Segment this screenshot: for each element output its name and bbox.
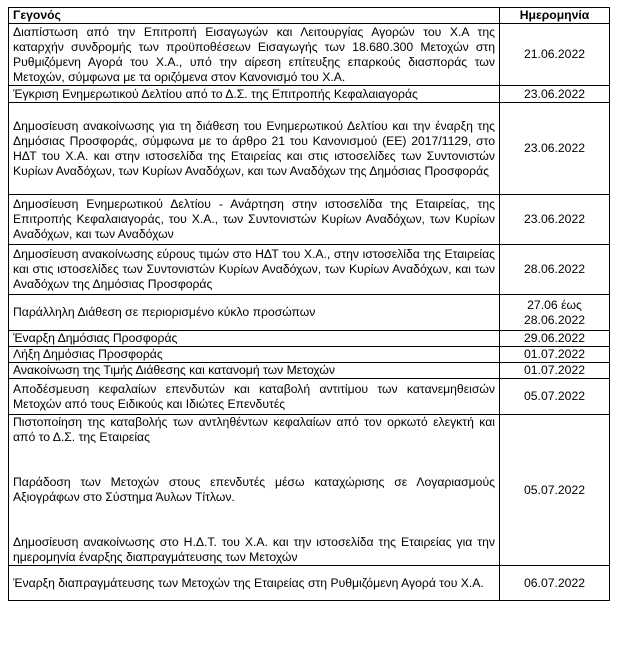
header-row (9, 8, 610, 24)
table-row (9, 295, 610, 331)
date-cell: 01.07.2022 (500, 363, 610, 379)
date-cell: 05.07.2022 (500, 415, 610, 566)
event-cell: Δημοσίευση Ενημερωτικού Δελτίου - Ανάρτηση στην ιστοσελίδα της Εταιρείας, της Επιτροπής Κεφαλαιαγοράς, του Χ.Α., των Συντονιστών Κυρίων Αναδόχων, των Κυρίων Αναδόχων, και των Αναδόχων (9, 195, 500, 245)
date-cell: 28.06.2022 (500, 245, 610, 295)
table-row (9, 566, 610, 601)
event-paragraph: Παράδοση των Μετοχών στους επενδυτές μέσω καταχώρισης σε Λογαριασμούς Αξιογράφων στο Σύστημα Άυλων Τίτλων. (13, 475, 495, 504)
event-cell: Ανακοίνωση της Τιμής Διάθεσης και κατανομή των Μετοχών (9, 363, 500, 379)
table-row (9, 363, 610, 379)
date-cell: 01.07.2022 (500, 347, 610, 363)
table-row (9, 245, 610, 295)
table-row (9, 347, 610, 363)
date-cell (500, 295, 610, 331)
event-cell: Αποδέσμευση κεφαλαίων επενδυτών και καταβολή αντιτίμου των κατανεμηθεισών Μετοχών από τους Ειδικούς και Ιδιώτες Επενδυτές (9, 379, 500, 415)
event-cell: Έναρξη διαπραγμάτευσης των Μετοχών της Εταιρείας στη Ρυθμιζόμενη Αγορά του Χ.Α. (9, 566, 500, 601)
header-event: Γεγονός (9, 8, 500, 24)
event-cell: Διαπίστωση από την Επιτροπή Εισαγωγών και Λειτουργίας Αγορών του Χ.Α της καταρχήν συνδρομής των προϋποθέσεων Εισαγωγής των 18.680.300 Μετοχών στη Ρυθμιζόμενη Αγορά του Χ.Α., υπό την αίρεση επίτευξης επαρκούς διασποράς των Μετοχών, σύμφωνα με τα οριζόμενα στον Κανονισμό του Χ.Α. (9, 24, 500, 86)
date-line: 27.06 έως (527, 297, 582, 312)
event-cell: Λήξη Δημόσιας Προσφοράς (9, 347, 500, 363)
table-row (9, 195, 610, 245)
date-cell: 29.06.2022 (500, 331, 610, 347)
event-paragraph: Δημοσίευση ανακοίνωσης στο Η.Δ.Τ. του Χ.Α. και την ιστοσελίδα της Εταιρείας για την ημερομηνία έναρξης διαπραγμάτευσης των Μετοχών (13, 535, 495, 564)
date-cell: 23.06.2022 (500, 195, 610, 245)
table-row (9, 379, 610, 415)
date-cell: 23.06.2022 (500, 86, 610, 103)
date-cell: 21.06.2022 (500, 24, 610, 86)
header-date: Ημερομηνία (500, 8, 610, 24)
table-row (9, 331, 610, 347)
date-cell: 05.07.2022 (500, 379, 610, 415)
date-line: 28.06.2022 (524, 312, 585, 327)
event-cell (9, 415, 500, 566)
table-row (9, 86, 610, 103)
event-cell: Παράλληλη Διάθεση σε περιορισμένο κύκλο προσώπων (9, 295, 500, 331)
event-cell: Δημοσίευση ανακοίνωσης για τη διάθεση του Ενημερωτικού Δελτίου και την έναρξη της Δημόσιας Προσφοράς, σύμφωνα με το άρθρο 21 του Κανονισμού (ΕΕ) 2017/1129, στο ΗΔΤ του Χ.Α. και στην ιστοσελίδα της Εταιρείας και στις ιστοσελίδες των Συντονιστών Κυρίων Αναδόχων, των Κυρίων Αναδόχων, και των Αναδόχων της Δημόσιας Προσφοράς (9, 103, 500, 195)
table-row (9, 415, 610, 566)
date-cell: 23.06.2022 (500, 103, 610, 195)
event-cell: Έγκριση Ενημερωτικού Δελτίου από το Δ.Σ. της Επιτροπής Κεφαλαιαγοράς (9, 86, 500, 103)
table-row (9, 24, 610, 86)
date-cell: 06.07.2022 (500, 566, 610, 601)
event-paragraph: Πιστοποίηση της καταβολής των αντληθέντων κεφαλαίων από τον ορκωτό ελεγκτή και από το Δ.Σ. της Εταιρείας (13, 415, 495, 444)
table-row (9, 103, 610, 195)
event-cell: Δημοσίευση ανακοίνωσης εύρους τιμών στο ΗΔΤ του Χ.Α., στην ιστοσελίδα της Εταιρείας και στις ιστοσελίδες των Συντονιστών Κυρίων Αναδόχων, των Κυρίων Αναδόχων, και των Αναδόχων της Δημόσιας Προσφοράς (9, 245, 500, 295)
event-cell: Έναρξη Δημόσιας Προσφοράς (9, 331, 500, 347)
timetable (8, 7, 610, 601)
